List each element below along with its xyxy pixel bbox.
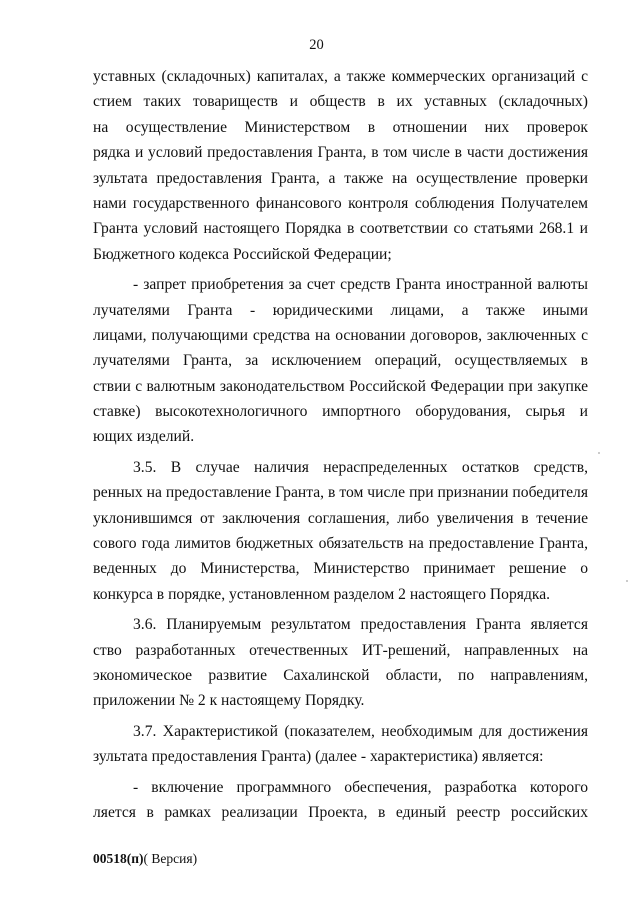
text-line: стием таких товариществ и обществ в их уставных (складочных) [93, 93, 588, 111]
text-line: экономическое развитие Сахалинской области, по направлениям, [93, 666, 588, 684]
text-line: сового года лимитов бюджетных обязательств на предоставление Гранта, [93, 535, 588, 553]
text-line: - включение программного обеспечения, разработка которого [133, 778, 588, 796]
text-line: ствии с валютным законодательством Российской Федерации при закупке [93, 377, 588, 395]
document-code: 00518(п) [93, 851, 144, 866]
text-line: лучателями Гранта - юридическими лицами, а также иными [93, 301, 588, 319]
text-line: нами государственного финансового контроля соблюдения Получателем [93, 194, 588, 212]
text-line: веденных до Министерства, Министерство принимает решение о [93, 560, 588, 578]
text-line: рядка и условий предоставления Гранта, в том числе в части достижения [93, 144, 588, 162]
document-footer [93, 851, 197, 867]
paragraph-3-7 [93, 719, 588, 770]
text-line: ство разработанных отечественных ИТ-решений, направленных на [93, 641, 588, 659]
document-body [93, 64, 588, 825]
text-line: - запрет приобретения за счет средств Гранта иностранной валюты [133, 276, 588, 294]
paragraph-3-6 [93, 612, 588, 714]
paragraph-currency-ban [93, 272, 588, 450]
document-version: ( Версия) [143, 851, 198, 866]
page-number: 20 [309, 37, 324, 53]
scan-speck [626, 580, 628, 582]
text-line: зультата предоставления Гранта) (далее - характеристика) является: [93, 748, 544, 766]
text-line: Гранта условий настоящего Порядка в соответствии со статьями 268.1 и [93, 220, 588, 238]
text-line: на осуществление Министерством в отношении них проверок [93, 118, 588, 136]
text-line: лицами, получающими средства на основании договоров, заключенных с [93, 326, 588, 344]
text-line: ляется в рамках реализации Проекта, в единый реестр российских [93, 803, 588, 821]
paragraph-3-5 [93, 455, 588, 607]
text-line: лучателями Гранта, за исключением операций, осуществляемых в [93, 352, 588, 370]
text-line: уставных (складочных) капиталах, а также коммерческих организаций с [93, 68, 588, 85]
text-line: конкурса в порядке, установленном разделом 2 настоящего Порядка. [93, 585, 551, 603]
text-line: зультата предоставления Гранта, а также на осуществление проверки [93, 169, 588, 187]
text-line: Бюджетного кодекса Российской Федерации; [93, 245, 392, 263]
text-line: ставке) высокотехнологичного импортного оборудования, сырья и [93, 403, 588, 421]
text-line: 3.7. Характеристикой (показателем, необходимым для достижения [133, 722, 588, 740]
text-line: ющих изделий. [93, 428, 195, 446]
text-line: 3.5. В случае наличия нераспределенных остатков средств, [133, 458, 588, 476]
text-line: 3.6. Планируемым результатом предоставления Гранта является [133, 616, 588, 634]
text-line: приложении № 2 к настоящему Порядку. [93, 692, 365, 710]
paragraph-software-registry [93, 775, 588, 826]
scan-speck [598, 452, 600, 454]
paragraph-continuation [93, 64, 588, 267]
text-line: уклонившимся от заключения соглашения, либо увеличения в течение [93, 509, 588, 527]
text-line: ренных на предоставление Гранта, в том числе при признании победителя [93, 484, 588, 502]
